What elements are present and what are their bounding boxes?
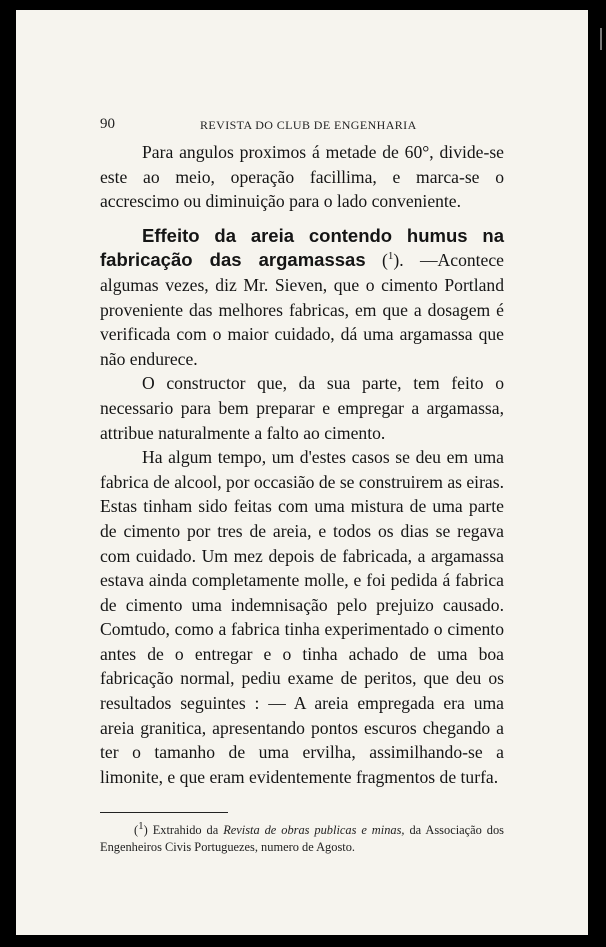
section-note-open: ( <box>381 250 388 271</box>
running-head <box>100 116 500 136</box>
section-heading: Effeito da areia contendo humus na fabricação das argamassas <box>100 224 504 271</box>
footnote-close: ) <box>143 823 148 837</box>
paragraph-section-intro <box>100 224 504 372</box>
scan-edge-mark <box>592 28 602 50</box>
footnote-source-title: Revista de obras publicas e minas, <box>223 823 405 837</box>
footnote-marker: 1 <box>138 819 144 832</box>
footnote-reference: 1 <box>387 250 394 263</box>
footnote-text <box>100 819 504 856</box>
paragraph-constructor: O constructor que, da sua parte, tem feito o necessario para bem preparar e empregar a argamassa, attribue naturalmente a falto ao cimento. <box>100 373 504 443</box>
journal-title: REVISTA DO CLUB DE ENGENHARIA <box>200 118 417 132</box>
footnote-text-after: da Associação dos Engenheiros Civis Portuguezes, numero de Agosto. <box>100 823 504 854</box>
section-intro-text: . —Acontece algumas vezes, diz Mr. Sieven, que o cimento Portland proveniente das melhores fabricas, em que a dosagem é verificada com o maior cuidado, dá uma argamassa que não endurece. <box>100 250 504 369</box>
paragraph-angles: Para angulos proximos á metade de 60°, divide-se este ao meio, operação facillima, e marca-se o accrescimo ou diminuição para o lado conveniente. <box>100 142 504 212</box>
footnote-text-before: Extrahido da <box>147 823 224 837</box>
footnote-open: ( <box>134 823 139 837</box>
section-note-close: ) <box>393 250 400 271</box>
page-number: 90 <box>100 116 115 132</box>
body-text <box>100 140 504 789</box>
footnote <box>100 819 504 856</box>
paragraph-case-study: Ha algum tempo, um d'estes casos se deu em uma fabrica de alcool, por occasião de se construirem as eiras. Estas tinham sido feitas com uma mistura de uma parte de cimento por tres de areia, e todos os dias se regava com cuidado. Um mez depois de fabricada, a argamassa estava ainda completamente molle, e foi pedida á fabrica de cimento uma indemnisação pelo prejuizo causado. Comtudo, como a fabrica tinha experimentado o cimento antes de o entregar e o tinha achado de uma boa fabricação normal, pediu exame de peritos, que deu os resultados seguintes : — A areia empregada era uma areia granitica, apresentando pontos escuros chegando a ter o tamanho de uma ervilha, assimilhando-se a limonite, e que eram evidentemente fragmentos de turfa. <box>100 447 504 787</box>
footnote-rule <box>100 812 228 813</box>
scan-border <box>588 0 606 947</box>
